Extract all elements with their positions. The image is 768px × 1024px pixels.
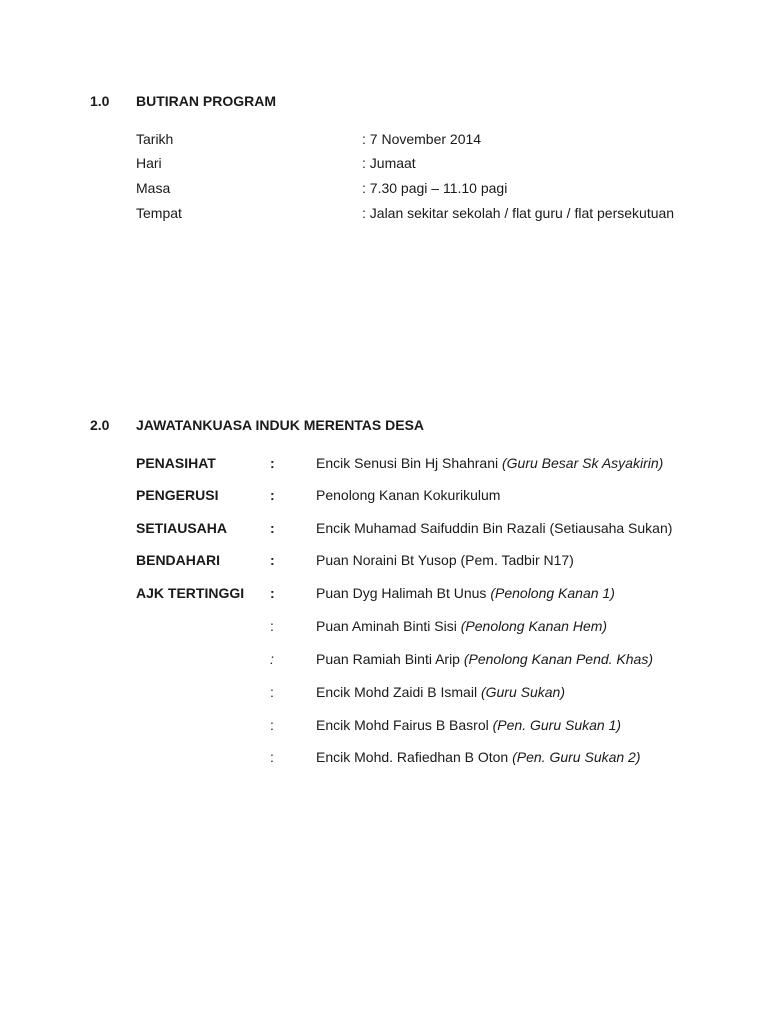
detail-value-masa: : 7.30 pagi – 11.10 pagi	[362, 180, 508, 196]
detail-value-hari: : Jumaat	[362, 155, 416, 171]
member-name: Penolong Kanan Kokurikulum	[316, 487, 501, 503]
committee-member	[316, 683, 565, 701]
member-position: (Penolong Kanan Pend. Khas)	[463, 651, 653, 667]
member-position: (Pen. Guru Sukan 2)	[512, 749, 641, 765]
committee-colon: :	[270, 749, 274, 765]
committee-member	[316, 454, 663, 472]
committee-role: BENDAHARI	[136, 552, 220, 568]
detail-label-tarikh: Tarikh	[136, 131, 174, 147]
detail-value-tempat: : Jalan sekitar sekolah / flat guru / flat persekutuan	[362, 205, 675, 221]
committee-colon: :	[270, 684, 274, 700]
member-position: (Guru Sukan)	[480, 684, 565, 700]
member-name: Encik Muhamad Saifuddin Bin Razali (Setiausaha Sukan)	[316, 520, 673, 536]
committee-colon: :	[270, 618, 274, 634]
member-name: Encik Mohd. Rafiedhan B Oton	[316, 749, 513, 765]
committee-role: AJK TERTINGGI	[136, 585, 245, 601]
section-1-title: BUTIRAN PROGRAM	[136, 93, 276, 109]
committee-member	[316, 748, 641, 766]
member-name: Puan Aminah Binti Sisi	[316, 618, 461, 634]
committee-member	[316, 716, 621, 734]
committee-member	[316, 650, 653, 668]
member-position: (Pen. Guru Sukan 1)	[492, 717, 622, 733]
committee-member	[316, 486, 500, 504]
committee-member	[316, 551, 574, 569]
detail-label-masa: Masa	[136, 180, 171, 196]
committee-role: PENASIHAT	[136, 455, 216, 471]
committee-member	[316, 519, 672, 537]
section-2-number: 2.0	[90, 417, 110, 433]
committee-member	[316, 584, 615, 602]
detail-label-tempat: Tempat	[136, 205, 182, 221]
committee-colon: :	[270, 520, 275, 536]
member-position: (Guru Besar Sk Asyakirin)	[502, 455, 664, 471]
committee-colon: :	[270, 455, 275, 471]
member-position: (Penolong Kanan Hem)	[460, 618, 608, 634]
committee-colon: :	[270, 651, 274, 667]
committee-member	[316, 617, 607, 635]
member-name: Puan Dyg Halimah Bt Unus	[316, 585, 491, 601]
member-position: (Penolong Kanan 1)	[490, 585, 615, 601]
committee-colon: :	[270, 552, 275, 568]
member-name: Encik Mohd Zaidi B Ismail	[316, 684, 481, 700]
committee-colon: :	[270, 487, 275, 503]
member-name: Puan Noraini Bt Yusop (Pem. Tadbir N17)	[316, 552, 574, 568]
committee-role: PENGERUSI	[136, 487, 219, 503]
committee-role: SETIAUSAHA	[136, 520, 228, 536]
section-1-number: 1.0	[90, 93, 110, 109]
detail-label-hari: Hari	[136, 155, 162, 171]
section-2-title: JAWATANKUASA INDUK MERENTAS DESA	[136, 417, 425, 433]
member-name: Encik Mohd Fairus B Basrol	[316, 717, 493, 733]
member-name: Encik Senusi Bin Hj Shahrani	[316, 455, 502, 471]
committee-colon: :	[270, 585, 275, 601]
committee-colon: :	[270, 717, 274, 733]
detail-value-tarikh: : 7 November 2014	[362, 131, 482, 147]
member-name: Puan Ramiah Binti Arip	[316, 651, 464, 667]
